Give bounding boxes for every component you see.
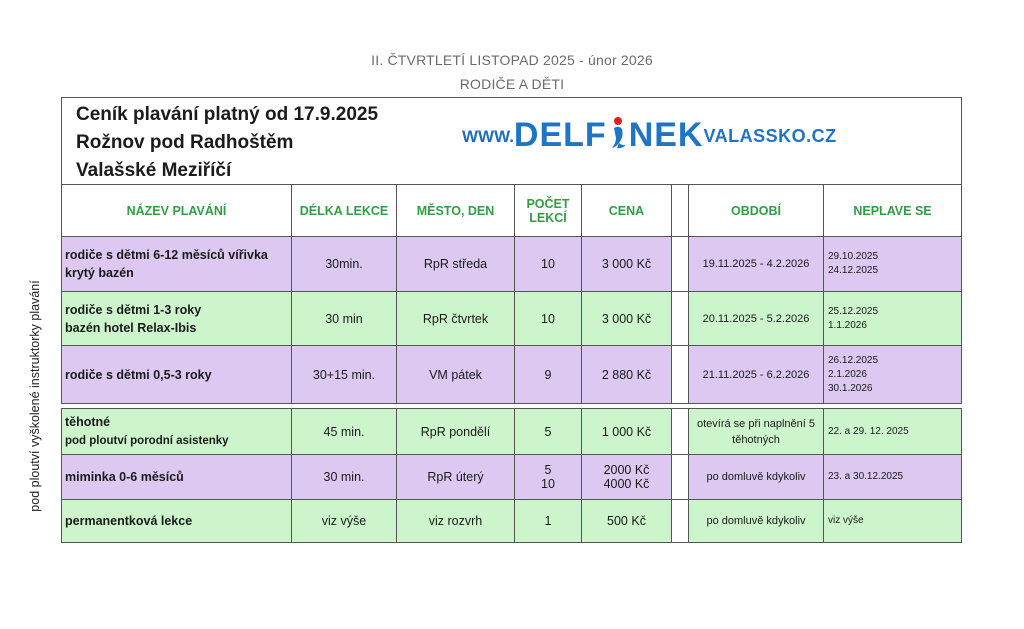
noswim-date: 24.12.2025 bbox=[828, 265, 879, 276]
logo-part2: NEK bbox=[628, 116, 704, 154]
row-name: permanentková lekce bbox=[62, 500, 292, 543]
table-row bbox=[62, 346, 962, 404]
delfinek-logo[interactable] bbox=[462, 116, 882, 156]
logo-domain: VALASSKO.CZ bbox=[703, 126, 837, 146]
price-list-title: Ceník plavání platný od 17.9.2025 bbox=[76, 104, 379, 125]
col-price-header: CENA bbox=[582, 185, 672, 237]
logo-www: WWW. bbox=[462, 127, 514, 146]
row-count bbox=[515, 455, 582, 500]
spacer-cell bbox=[672, 237, 689, 292]
row-price: 2 880 Kč bbox=[582, 346, 672, 404]
row-place: RpR pondělí bbox=[397, 409, 515, 455]
spacer-column bbox=[672, 185, 689, 237]
price-list bbox=[61, 97, 962, 547]
table-row bbox=[62, 500, 962, 543]
price-list-header bbox=[61, 97, 962, 185]
row-noswim bbox=[824, 292, 962, 346]
spacer-cell bbox=[672, 409, 689, 455]
noswim-date: 30.1.2026 bbox=[828, 382, 873, 394]
row-place: RpR čtvrtek bbox=[397, 292, 515, 346]
row-length: 30+15 min. bbox=[292, 346, 397, 404]
col-name-header: NÁZEV PLAVÁNÍ bbox=[62, 185, 292, 237]
price-table bbox=[61, 184, 962, 543]
noswim-date: 29.10.2025 bbox=[828, 251, 879, 262]
col-place-header: MĚSTO, DEN bbox=[397, 185, 515, 237]
row-place: RpR středa bbox=[397, 237, 515, 292]
price-value: 4000 Kč bbox=[603, 477, 650, 491]
side-label: pod ploutví vyškolené instruktorky plavání bbox=[28, 280, 42, 512]
row-price bbox=[582, 455, 672, 500]
col-noswim-header: NEPLAVE SE bbox=[824, 185, 962, 237]
row-noswim bbox=[824, 346, 962, 404]
row-period: 20.11.2025 - 5.2.2026 bbox=[689, 292, 824, 346]
name-line-1: rodiče s dětmi 6-12 měsíců vířivka bbox=[65, 248, 268, 262]
table-header-row bbox=[62, 185, 962, 237]
row-price: 500 Kč bbox=[582, 500, 672, 543]
row-count: 10 bbox=[515, 237, 582, 292]
row-length: viz výše bbox=[292, 500, 397, 543]
logo-part1: DELF bbox=[513, 116, 607, 154]
name-line-1: těhotné bbox=[65, 415, 111, 429]
table-row bbox=[62, 292, 962, 346]
dolphin-icon bbox=[607, 116, 629, 150]
name-line-2: pod ploutví porodní asistenky bbox=[65, 435, 229, 447]
row-price: 3 000 Kč bbox=[582, 292, 672, 346]
col-length-header: DÉLKA LEKCE bbox=[292, 185, 397, 237]
row-name: rodiče s dětmi 0,5-3 roky bbox=[62, 346, 292, 404]
row-price: 3 000 Kč bbox=[582, 237, 672, 292]
col-period-header: OBDOBÍ bbox=[689, 185, 824, 237]
row-period: 21.11.2025 - 6.2.2026 bbox=[689, 346, 824, 404]
name-line-1: rodiče s dětmi 1-3 roky bbox=[65, 302, 202, 317]
row-period: otevírá se při naplnění 5 těhotných bbox=[689, 409, 824, 455]
location-line-1: Rožnov pod Radhoštěm bbox=[76, 132, 294, 153]
location-line-2: Valašské Meziříčí bbox=[76, 160, 232, 181]
count-header-2: LEKCÍ bbox=[529, 210, 567, 225]
spacer-cell bbox=[672, 292, 689, 346]
row-place: VM pátek bbox=[397, 346, 515, 404]
row-name: miminka 0-6 měsíců bbox=[62, 455, 292, 500]
table-row bbox=[62, 409, 962, 455]
count-value: 10 bbox=[541, 477, 555, 491]
row-length: 30min. bbox=[292, 237, 397, 292]
row-name bbox=[62, 292, 292, 346]
noswim-date: 25.12.2025 bbox=[828, 305, 879, 317]
row-period: po domluvě kdykoliv bbox=[689, 500, 824, 543]
name-line-2: krytý bazén bbox=[65, 266, 134, 280]
spacer-cell bbox=[672, 500, 689, 543]
price-value: 2000 Kč bbox=[603, 463, 650, 477]
row-name bbox=[62, 237, 292, 292]
row-count: 9 bbox=[515, 346, 582, 404]
row-place: RpR úterý bbox=[397, 455, 515, 500]
spacer-cell bbox=[672, 455, 689, 500]
row-place: viz rozvrh bbox=[397, 500, 515, 543]
name-line-2: bazén hotel Relax-Ibis bbox=[65, 320, 197, 335]
row-noswim bbox=[824, 237, 962, 292]
row-price: 1 000 Kč bbox=[582, 409, 672, 455]
row-length: 30 min bbox=[292, 292, 397, 346]
page-title: II. ČTVRTLETÍ LISTOPAD 2025 - únor 2026 bbox=[371, 52, 653, 68]
row-length: 45 min. bbox=[292, 409, 397, 455]
row-noswim: 22. a 29. 12. 2025 bbox=[824, 409, 962, 455]
row-period: po domluvě kdykoliv bbox=[689, 455, 824, 500]
row-name bbox=[62, 409, 292, 455]
noswim-date: 26.12.2025 bbox=[828, 354, 879, 366]
count-value: 5 bbox=[544, 463, 552, 477]
row-length: 30 min. bbox=[292, 455, 397, 500]
count-header-1: POČET bbox=[526, 196, 570, 211]
page-subtitle: RODIČE A DĚTI bbox=[459, 76, 565, 92]
table-row bbox=[62, 455, 962, 500]
row-count: 10 bbox=[515, 292, 582, 346]
col-count-header bbox=[515, 185, 582, 237]
noswim-date: 1.1.2026 bbox=[828, 319, 867, 331]
noswim-date: 2.1.2026 bbox=[828, 368, 867, 380]
spacer-cell bbox=[672, 346, 689, 404]
row-count: 5 bbox=[515, 409, 582, 455]
row-noswim: 23. a 30.12.2025 bbox=[824, 455, 962, 500]
row-count: 1 bbox=[515, 500, 582, 543]
table-row bbox=[62, 237, 962, 292]
row-period: 19.11.2025 - 4.2.2026 bbox=[689, 237, 824, 292]
row-noswim: viz výše bbox=[824, 500, 962, 543]
